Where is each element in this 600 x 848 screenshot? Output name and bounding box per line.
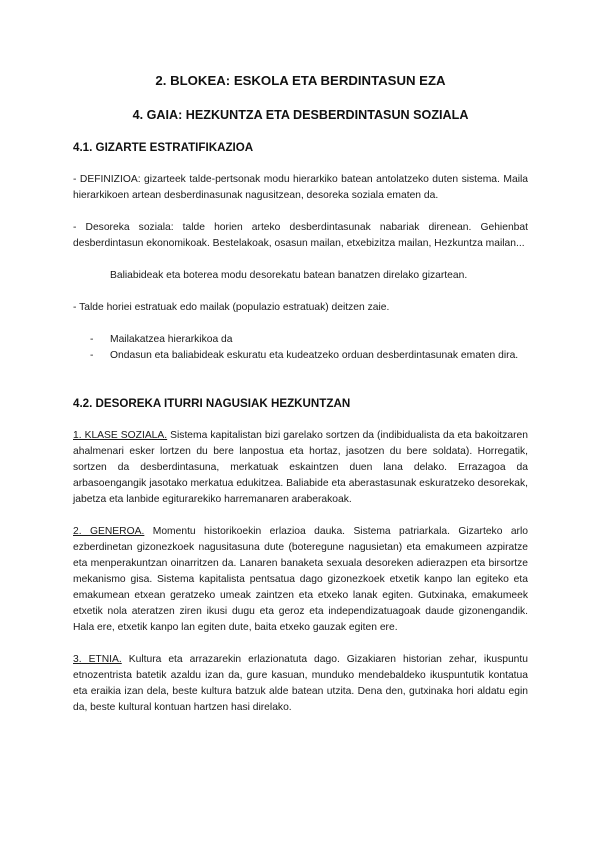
social-class-label: 1. KLASE SOZIALA. bbox=[73, 430, 168, 441]
section-1-title: 4.1. GIZARTE ESTRATIFIKAZIOA bbox=[73, 141, 254, 154]
list-item bbox=[73, 332, 528, 348]
social-class-text: Sistema kapitalistan bizi garelako sortzen da (indibidualista da eta bakoitzaren ahalmenari esker lortzen du bere lanpostua eta hortaz, jasotzen du bere soldata). Horregatik, sortzen da desberdintasuna, merkatuak eskaintzen duen lana delako. Errazagoa da arbasoengangik jasotako merkatua edukitzea. Baliabide eta aberastasunak eskuratzeko desorekak, jabetza eta lanbide egiturarekiko harremanaren araberakoak. bbox=[73, 430, 528, 505]
resources-line: Baliabideak eta boterea modu desorekatu batean banatzen direlako gizartean. bbox=[110, 270, 468, 281]
block-title: 2. BLOKEA: ESKOLA ETA BERDINTASUN EZA bbox=[155, 73, 446, 88]
list-item-text: Ondasun eta baliabideak eskuratu eta kudeatzeko orduan desberdintasunak ematen dira. bbox=[110, 350, 519, 361]
definition-paragraph: - DEFINIZIOA: gizarteek talde-pertsonak modu hierarkiko batean antolatzeko duten sistema. Maila hierarkikoen artean desberdinasunak nagusitzean, desoreka soziala ematen da. bbox=[73, 174, 528, 201]
ethnicity-paragraph bbox=[73, 652, 528, 716]
list-item-text: Mailakatzea hierarkikoa da bbox=[110, 334, 233, 345]
strata-paragraph: - Talde horiei estratuak edo mailak (populazio estratuak) deitzen zaie. bbox=[73, 302, 390, 313]
gender-paragraph bbox=[73, 524, 528, 636]
gender-label: 2. GENEROA. bbox=[73, 526, 145, 537]
ethnicity-text: Kultura eta arrazarekin erlazionatuta dago. Gizakiaren historian zehar, ikuspuntu etnozentrista batetik azaldu izan da, gure kasuan, munduko mendebaldeko ikuspuntutik kontatua eta eraikia izan dela, beste kultura batzuk alde batean utzita. Dena den, gutxinaka hori aldatu egin da, beste kultural kontuan hartzen hasi direlako. bbox=[73, 654, 528, 713]
dash-bullet: - bbox=[90, 350, 94, 361]
imbalance-paragraph: - Desoreka soziala: talde horien arteko desberdintasunak nabariak direnean. Gehienbat desberdintasun ekonomikoak. Bestelakoak, osasun mailan, etxebizitza mailan, Hezkuntza mailan... bbox=[73, 222, 528, 249]
section-2-title: 4.2. DESOREKA ITURRI NAGUSIAK HEZKUNTZAN bbox=[73, 397, 351, 410]
dash-bullet: - bbox=[90, 334, 94, 345]
social-class-paragraph bbox=[73, 428, 528, 508]
strata-list bbox=[73, 332, 528, 364]
list-item bbox=[73, 348, 528, 364]
gender-text: Momentu historikoekin erlazioa dauka. Sistema patriarkala. Gizarteko arlo ezberdinetan gizonezkoek nagusitasuna dute (boteregune nagusietan) eta emakumeen azpiratze eta menperakuntzan oinarritzen da. Lanaren banaketa sexuala desoreken adierazpen eta birsortze mekanismo gisa. Sistema kapitalista pentsatua dago gizonezkoek etxetik kanpo lan egiteko eta emakumean etxean geratzeko umeak zaintzen eta etxeko lanak egiten. Gutxinaka, emakumeek etxetik nola ateratzen ziren ikusi dugu eta geroz eta independizatuagoak daude gizonengandik. Hala ere, etxetik kanpo lan egiten dute, baita etxeko gauzak egiten ere. bbox=[73, 526, 528, 633]
topic-title: 4. GAIA: HEZKUNTZA ETA DESBERDINTASUN SOZIALA bbox=[132, 108, 469, 122]
ethnicity-label: 3. ETNIA. bbox=[73, 654, 122, 665]
